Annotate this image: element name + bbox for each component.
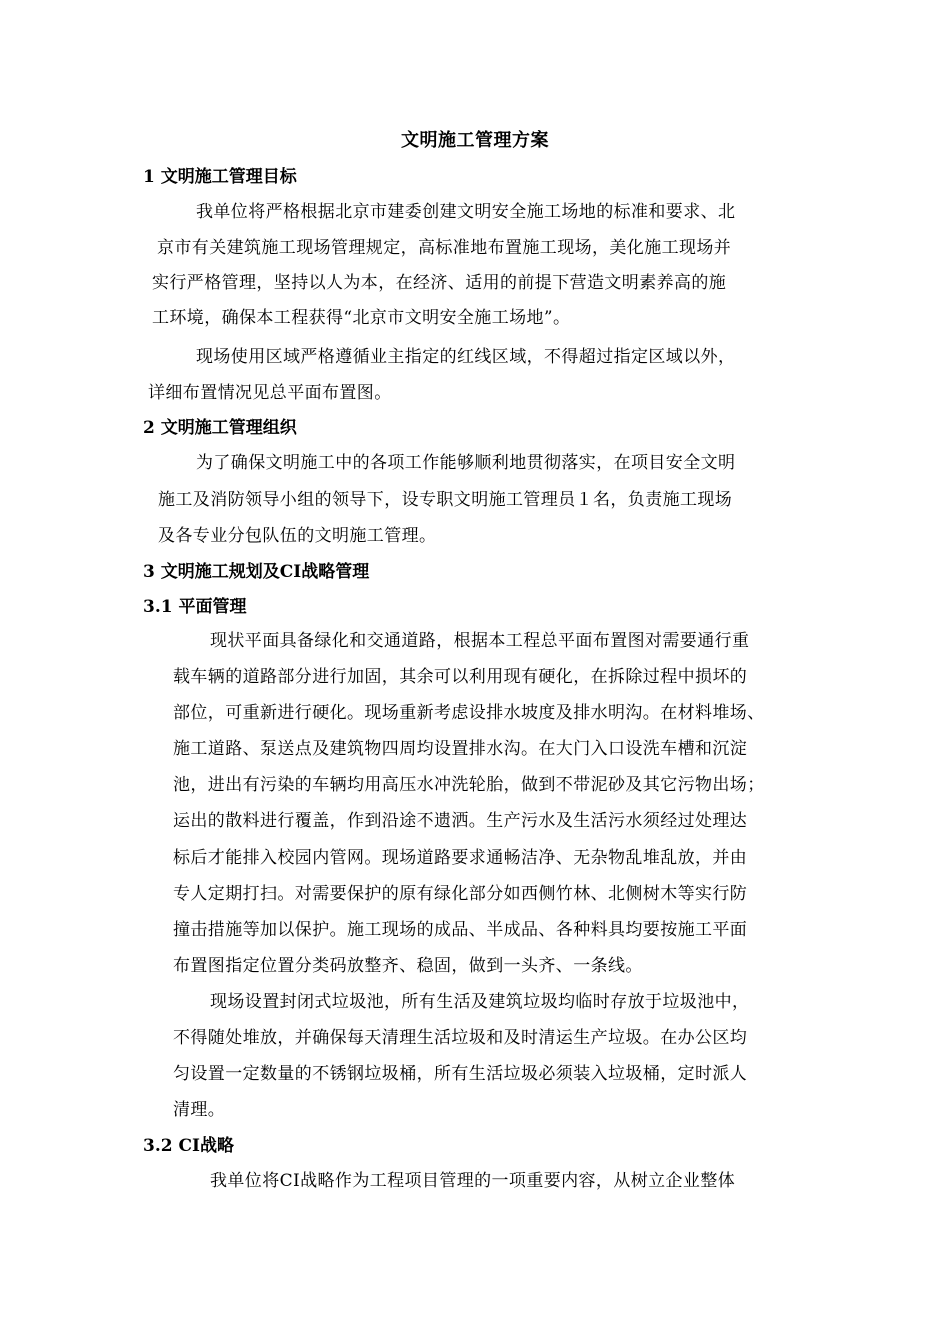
paragraph-line: 施工及消防领导小组的领导下，设专职文明施工管理员１名，负责施工现场	[158, 490, 733, 510]
paragraph-line: 现场使用区域严格遵循业主指定的红线区域，不得超过指定区域以外，	[196, 347, 736, 367]
paragraph-line: 载车辆的道路部分进行加固，其余可以利用现有硬化，在拆除过程中损坏的	[173, 667, 748, 687]
paragraph-line: 现状平面具备绿化和交通道路，根据本工程总平面布置图对需要通行重	[210, 631, 750, 651]
paragraph-line: 清理。	[173, 1100, 226, 1120]
paragraph-line: 我单位将CI战略作为工程项目管理的一项重要内容，从树立企业整体	[210, 1171, 736, 1191]
paragraph-line: 为了确保文明施工中的各项工作能够顺利地贯彻落实，在项目安全文明	[196, 453, 736, 473]
paragraph-line: 池，进出有污染的车辆均用高压水冲洗轮胎，做到不带泥砂及其它污物出场；	[173, 775, 765, 795]
paragraph-line: 京市有关建筑施工现场管理规定，高标准地布置施工现场，美化施工现场并	[157, 238, 732, 258]
section-2-heading: 2 文明施工管理组织	[143, 418, 297, 438]
section-1-heading: 1 文明施工管理目标	[143, 167, 297, 187]
paragraph-line: 工环境，确保本工程获得“北京市文明安全施工场地”。	[152, 308, 571, 328]
paragraph-line: 标后才能排入校园内管网。现场道路要求通畅洁净、无杂物乱堆乱放，并由	[173, 848, 748, 868]
paragraph-line: 布置图指定位置分类码放整齐、稳固，做到一头齐、一条线。	[173, 956, 643, 976]
paragraph-line: 专人定期打扫。对需要保护的原有绿化部分如西侧竹林、北侧树木等实行防	[173, 884, 748, 904]
document-title: 文明施工管理方案	[401, 130, 549, 151]
paragraph-line: 运出的散料进行覆盖，作到沿途不遗洒。生产污水及生活污水须经过处理达	[173, 811, 748, 831]
section-3-2-heading: 3.2 CI战略	[143, 1136, 234, 1156]
paragraph-line: 详细布置情况见总平面布置图。	[148, 383, 392, 403]
paragraph-line: 匀设置一定数量的不锈钢垃圾桶，所有生活垃圾必须装入垃圾桶，定时派人	[173, 1064, 748, 1084]
section-3-1-heading: 3.1 平面管理	[143, 597, 247, 617]
paragraph-line: 部位，可重新进行硬化。现场重新考虑设排水坡度及排水明沟。在材料堆场、	[173, 703, 765, 723]
paragraph-line: 撞击措施等加以保护。施工现场的成品、半成品、各种料具均要按施工平面	[173, 920, 748, 940]
section-3-heading: 3 文明施工规划及CI战略管理	[143, 562, 370, 582]
paragraph-line: 我单位将严格根据北京市建委创建文明安全施工场地的标准和要求、北	[196, 202, 736, 222]
paragraph-line: 不得随处堆放，并确保每天清理生活垃圾和及时清运生产垃圾。在办公区均	[173, 1028, 748, 1048]
paragraph-line: 及各专业分包队伍的文明施工管理。	[158, 526, 437, 546]
paragraph-line: 施工道路、泵送点及建筑物四周均设置排水沟。在大门入口设洗车槽和沉淀	[173, 739, 748, 759]
paragraph-line: 现场设置封闭式垃圾池，所有生活及建筑垃圾均临时存放于垃圾池中，	[210, 992, 750, 1012]
paragraph-line: 实行严格管理，坚持以人为本，在经济、适用的前提下营造文明素养高的施	[152, 273, 727, 293]
